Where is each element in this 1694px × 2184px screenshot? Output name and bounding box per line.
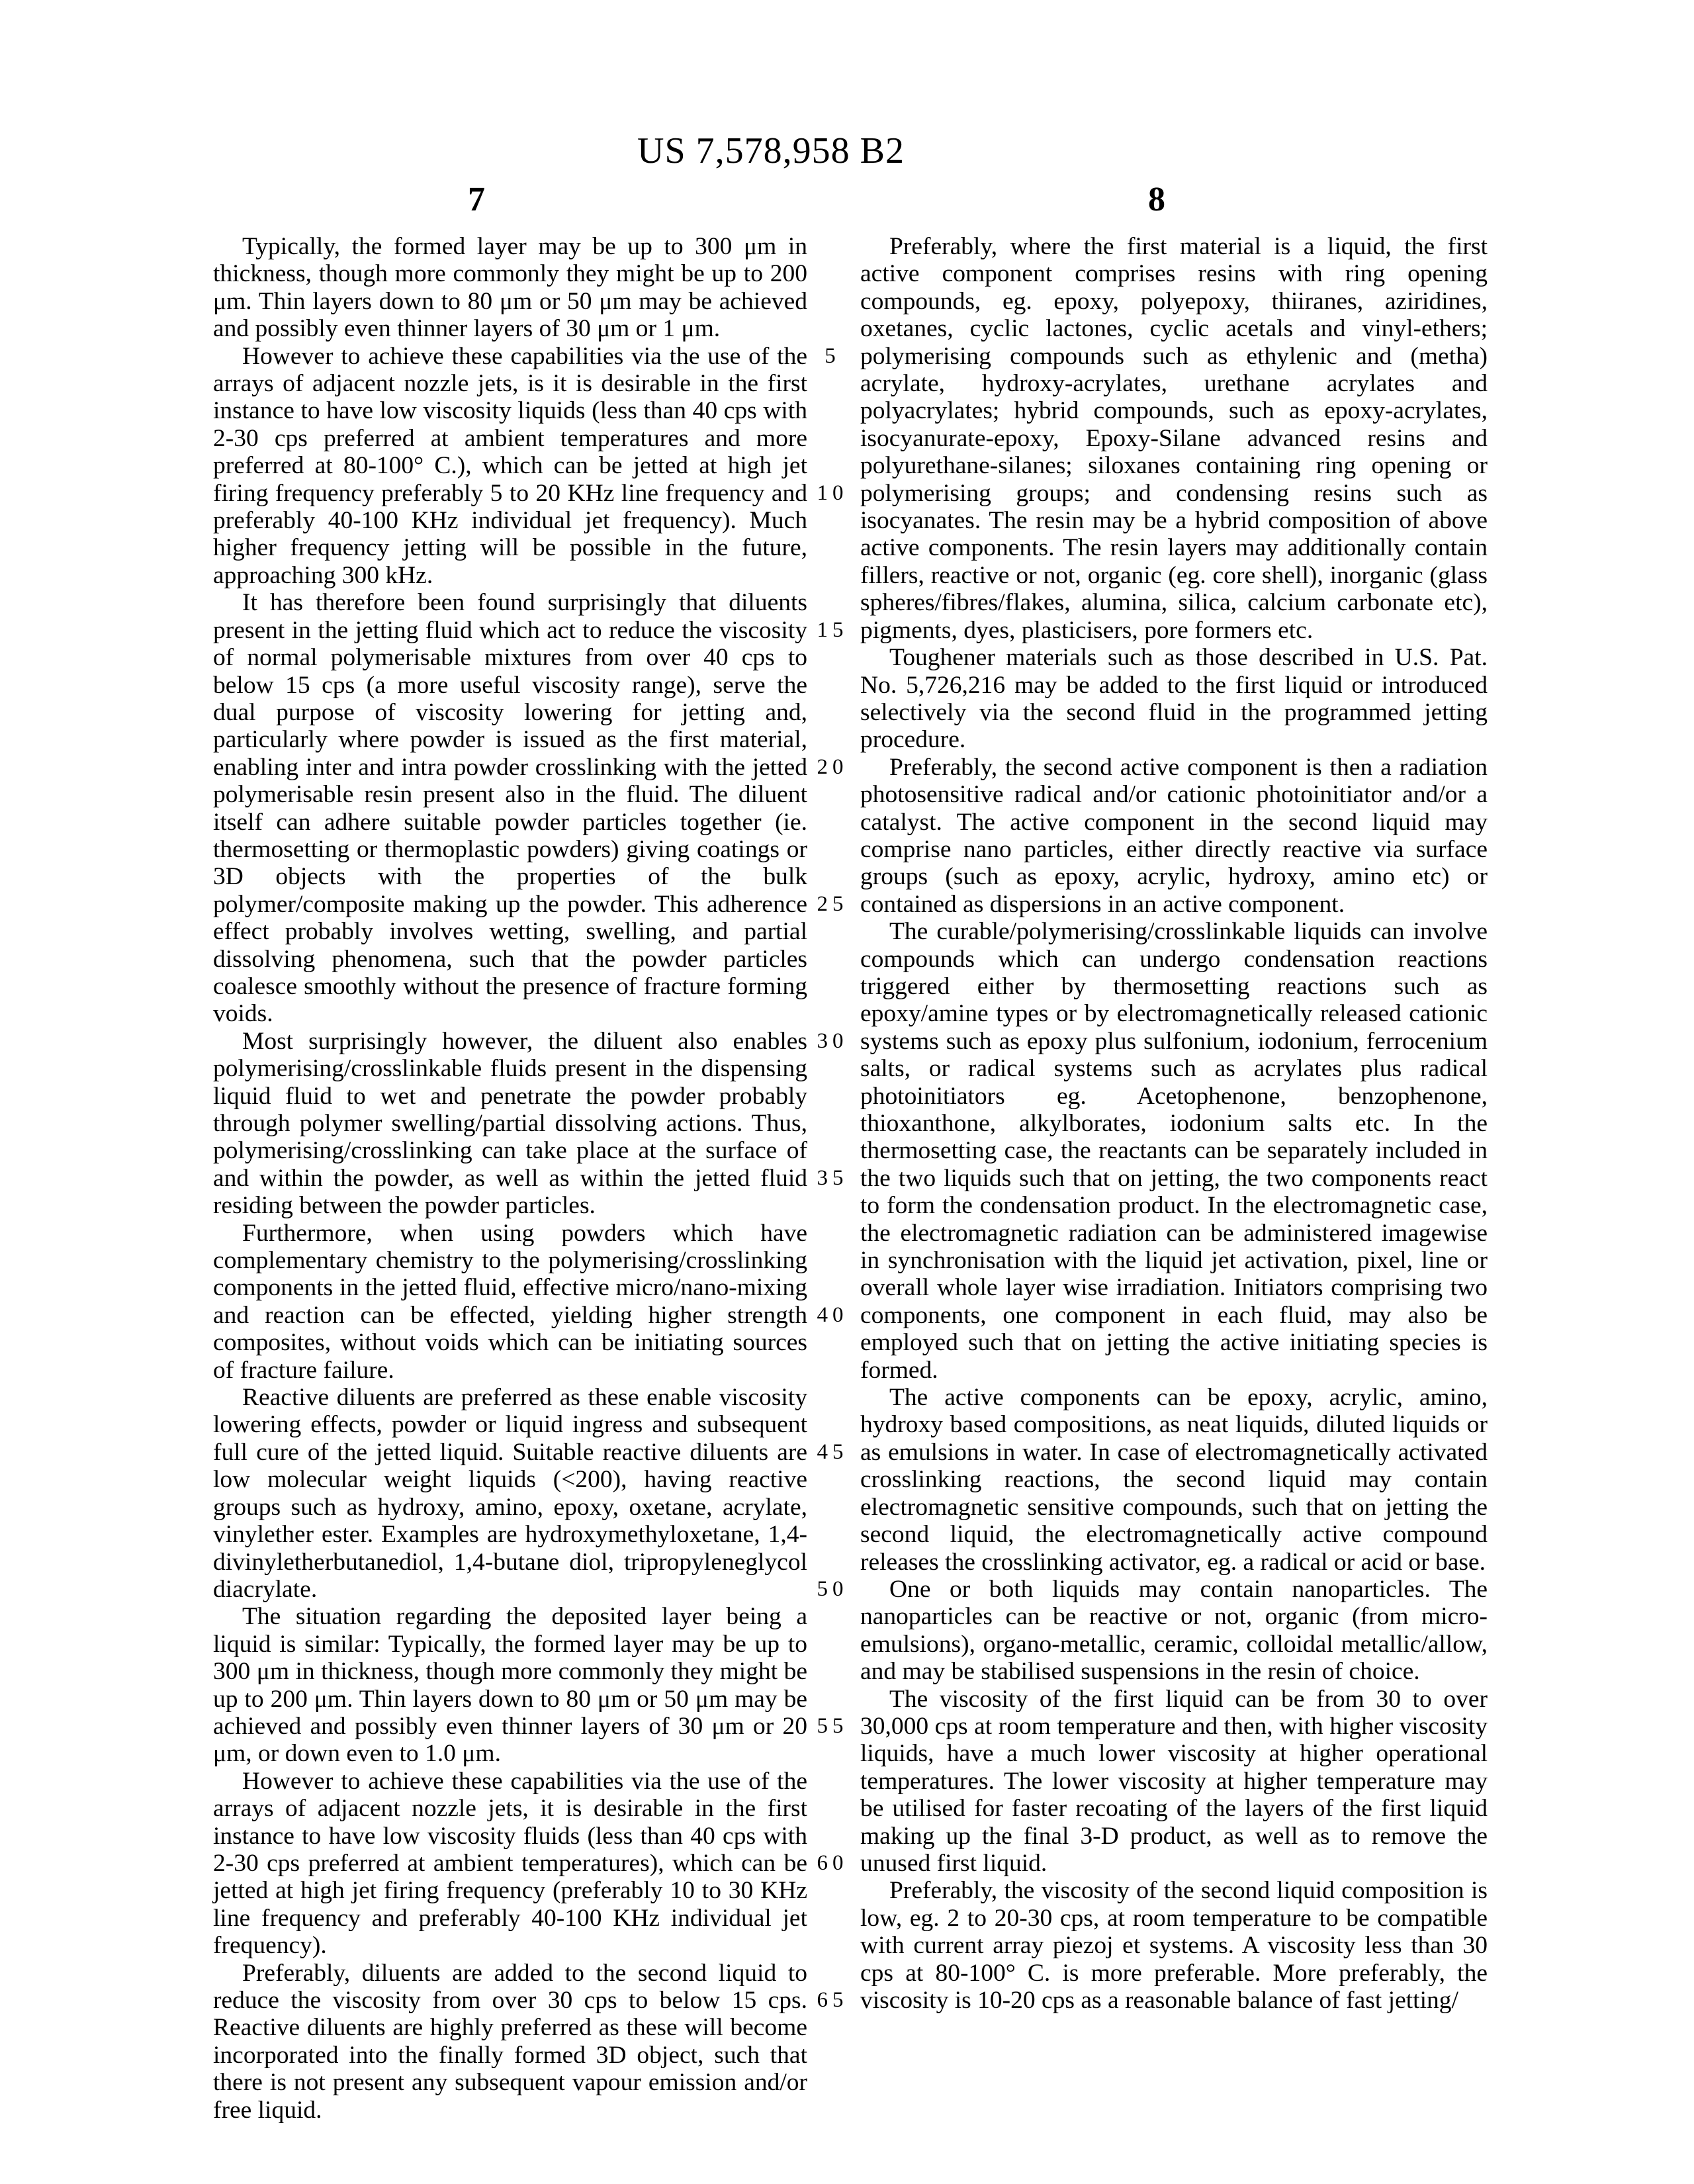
paragraph: However to achieve these capabilities via the use of the arrays of adjacent nozzle jets, is it is desirable in the first instance to have low viscosity liquids (less than 40 cps with 2-30 cps preferred at ambient temperatures and more preferred at 80-100° C.), which can be jetted at high jet firing frequency preferably 5 to 20 KHz line frequency and preferably 40-100 KHz individual jet frequency). Much higher frequency jetting will be possible in the future, approaching 300 kHz. (213, 342, 807, 589)
line-number: 30 (817, 1028, 848, 1053)
column-number-left: 7 (468, 181, 485, 218)
paragraph: Typically, the formed layer may be up to 300 μm in thickness, though more commonly they might be up to 200 μm. Thin layers down to 80 μm or 50 μm may be achieved and possibly even thinner layers of 30 μm or 1 μm. (213, 233, 807, 343)
page-header (0, 130, 1542, 172)
patent-number: US 7,578,958 B2 (637, 130, 905, 171)
column-8-text (860, 233, 1488, 2014)
column-7-text (213, 233, 807, 2124)
paragraph: The viscosity of the first liquid can be from 30 to over 30,000 cps at room temperature and then, with higher viscosity liquids, have a much lower viscosity at higher operational temperatures. The lower viscosity at higher temperature may be utilised for faster recoating of the layers of the first liquid making up the final 3-D product, as well as to remove the unused first liquid. (860, 1685, 1488, 1877)
column-number-right: 8 (1148, 181, 1165, 218)
paragraph: However to achieve these capabilities via the use of the arrays of adjacent nozzle jets, it is desirable in the first instance to have low viscosity fluids (less than 40 cps with 2-30 cps preferred at ambient temperatures), which can be jetted at high jet firing frequency (preferably 10 to 30 KHz line frequency and preferably 40-100 KHz individual jet frequency). (213, 1767, 807, 1960)
paragraph: One or both liquids may contain nanoparticles. The nanoparticles can be reactive or not, organic (from micro-emulsions), organo-metallic, ceramic, colloidal metallic/allow, and may be stabilised suspensions in the resin of choice. (860, 1575, 1488, 1686)
paragraph: Most surprisingly however, the diluent also enables polymerising/crosslinkable fluids present in the dispensing liquid fluid to wet and penetrate the powder probably through polymer swelling/partial dissolving actions. Thus, polymerising/crosslinking can take place at the surface of and within the powder, as well as within the jetted fluid residing between the powder particles. (213, 1027, 807, 1220)
paragraph: Reactive diluents are preferred as these enable viscosity lowering effects, powder or liquid ingress and subsequent full cure of the jetted liquid. Suitable reactive diluents are low molecular weight liquids (<200), having reactive groups such as hydroxy, amino, epoxy, oxetane, acrylate, vinylether ester. Examples are hydroxymethyloxetane, 1,4-divinyletherbutanediol, 1,4-butane diol, tripropyleneglycol diacrylate. (213, 1384, 807, 1603)
paragraph: Furthermore, when using powders which have complementary chemistry to the polymerising/crosslinking components in the jetted fluid, effective micro/nano-mixing and reaction can be effected, yielding higher strength composites, without voids which can be initiating sources of fracture failure. (213, 1219, 807, 1384)
line-number: 55 (817, 1713, 848, 1738)
line-number: 5 (825, 343, 840, 368)
line-number: 10 (817, 480, 848, 505)
paragraph: Preferably, where the first material is a liquid, the first active component comprises resins with ring opening compounds, eg. epoxy, polyepoxy, thiiranes, aziridines, oxetanes, cyclic lactones, cyclic acetals and vinyl-ethers; polymerising compounds such as ethylenic and (metha) acrylate, hydroxy-acrylates, urethane acrylates and polyacrylates; hybrid compounds, such as epoxy-acrylates, isocyanurate-epoxy, Epoxy-Silane advanced resins and polyurethane-silanes; siloxanes containing ring opening or polymerising groups; and condensing resins such as isocyanates. The resin may be a hybrid composition of above active components. The resin layers may additionally contain fillers, reactive or not, organic (eg. core shell), inorganic (glass spheres/fibres/flakes, alumina, silica, calcium carbonate etc), pigments, dyes, plasticisers, pore formers etc. (860, 233, 1488, 644)
paragraph: Preferably, the viscosity of the second liquid composition is low, eg. 2 to 20-30 cps, at room temperature to be compatible with current array piezoj et systems. A viscosity less than 30 cps at 80-100° C. is more preferable. More preferably, the viscosity is 10-20 cps as a reasonable balance of fast jetting/ (860, 1877, 1488, 2014)
line-number: 40 (817, 1302, 848, 1327)
line-number: 65 (817, 1987, 848, 2012)
line-number: 35 (817, 1165, 848, 1190)
paragraph: The active components can be epoxy, acrylic, amino, hydroxy based compositions, as neat liquids, diluted liquids or as emulsions in water. In case of electromagnetically activated crosslinking reactions, the second liquid may contain electromagnetic sensitive compounds, such that on jetting the second liquid, the electromagnetically active compound releases the crosslinking activator, eg. a radical or acid or base. (860, 1384, 1488, 1576)
line-number: 25 (817, 891, 848, 916)
line-number-gutter (805, 0, 860, 2184)
line-number: 45 (817, 1439, 848, 1464)
paragraph: Preferably, diluents are added to the second liquid to reduce the viscosity from over 30 cps to below 15 cps. Reactive diluents are highly preferred as these will become incorporated into the finally formed 3D object, such that there is not present any subsequent vapour emission and/or free liquid. (213, 1959, 807, 2124)
line-number: 50 (817, 1576, 848, 1601)
line-number: 60 (817, 1850, 848, 1875)
line-number: 15 (817, 617, 848, 642)
paragraph: Toughener materials such as those described in U.S. Pat. No. 5,726,216 may be added to the first liquid or introduced selectively via the second fluid in the programmed jetting procedure. (860, 644, 1488, 754)
paragraph: Preferably, the second active component is then a radiation photosensitive radical and/or cationic photoinitiator and/or a catalyst. The active component in the second liquid may comprise nano particles, either directly reactive via surface groups (such as epoxy, acrylic, hydroxy, amino etc) or contained as dispersions in an active component. (860, 753, 1488, 918)
paragraph: It has therefore been found surprisingly that diluents present in the jetting fluid which act to reduce the viscosity of normal polymerisable mixtures from over 40 cps to below 15 cps (a more useful viscosity range), serve the dual purpose of viscosity lowering for jetting and, particularly where powder is issued as the first material, enabling inter and intra powder crosslinking with the jetted polymerisable resin present also in the fluid. The diluent itself can adhere suitable powder particles together (ie. thermosetting or thermoplastic powders) giving coatings or 3D objects with the properties of the bulk polymer/composite making up the powder. This adherence effect probably involves wetting, swelling, and partial dissolving phenomena, such that the powder particles coalesce smoothly without the presence of fracture forming voids. (213, 589, 807, 1028)
paragraph: The situation regarding the deposited layer being a liquid is similar: Typically, the formed layer may be up to 300 μm in thickness, though more commonly they might be up to 200 μm. Thin layers down to 80 μm or 50 μm may be achieved and possibly even thinner layers of 30 μm or 20 μm, or down even to 1.0 μm. (213, 1603, 807, 1768)
line-number: 20 (817, 754, 848, 779)
paragraph: The curable/polymerising/crosslinkable liquids can involve compounds which can undergo condensation reactions triggered either by thermosetting reactions such as epoxy/amine types or by electromagnetically released cationic systems such as epoxy plus sulfonium, iodonium, ferrocenium salts, or radical systems such as acrylates plus radical photoinitiators eg. Acetophenone, benzophenone, thioxanthone, alkylborates, iodonium salts etc. In the thermosetting case, the reactants can be separately included in the two liquids such that on jetting, the two components react to form the condensation product. In the electromagnetic case, the electromagnetic radiation can be administered imagewise in synchronisation with the liquid jet activation, pixel, line or overall whole layer wise irradiation. Initiators comprising two components, one component in each fluid, may also be employed such that on jetting the active initiating species is formed. (860, 918, 1488, 1384)
